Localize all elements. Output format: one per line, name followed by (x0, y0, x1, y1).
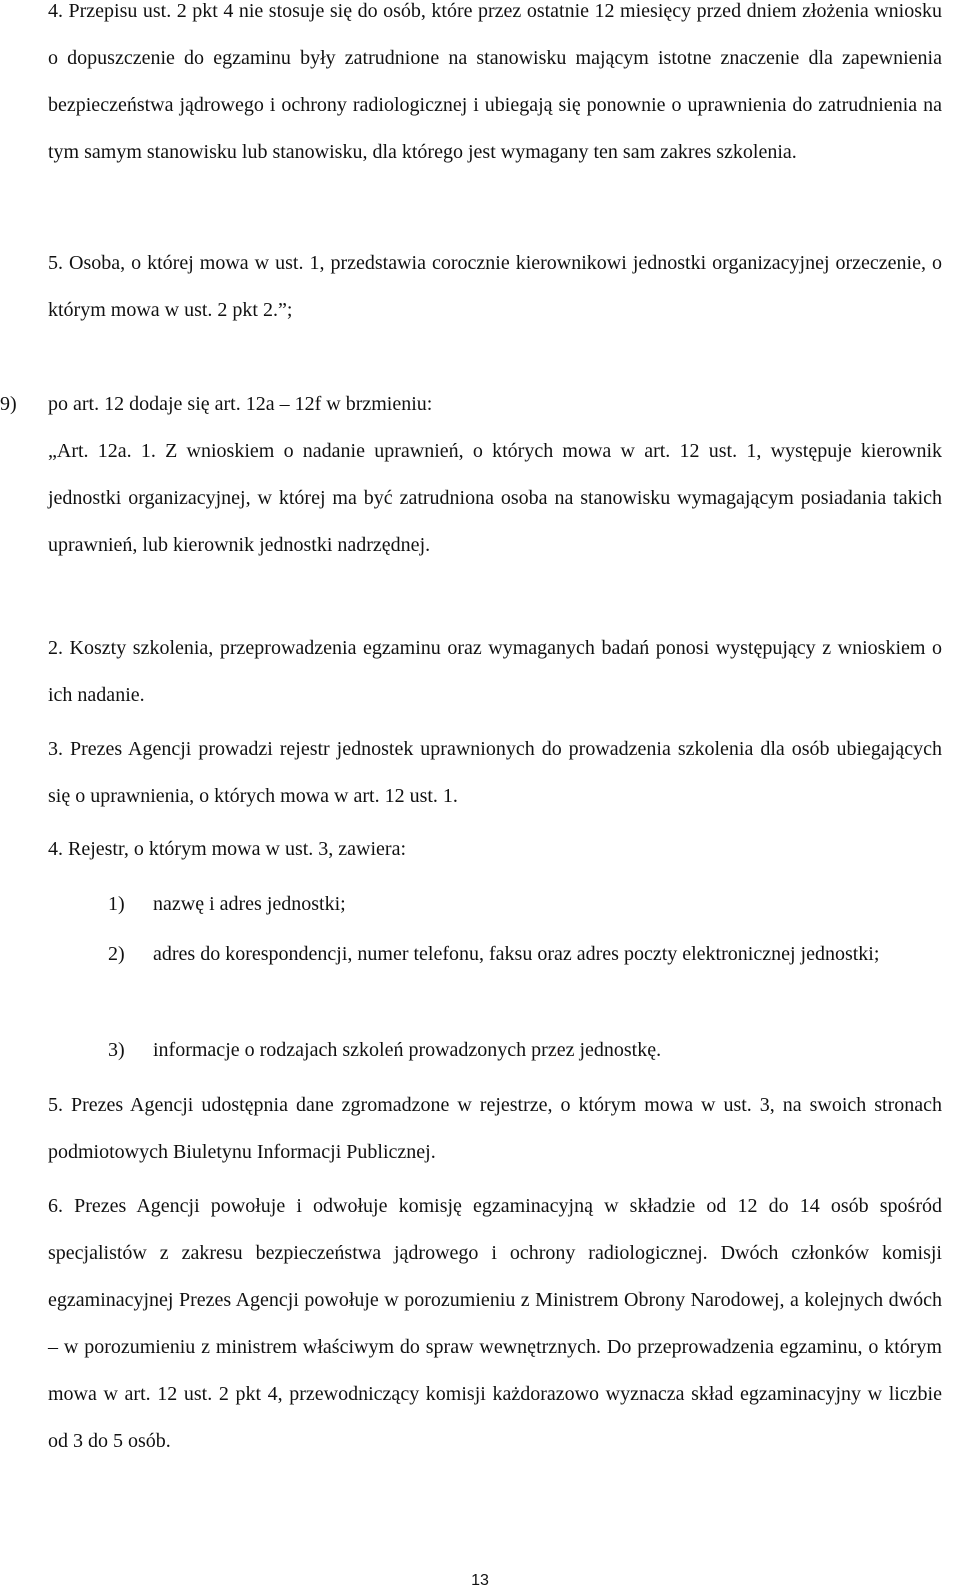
register-item (108, 931, 942, 1025)
point-9-text: po art. 12 dodaje się art. 12a – 12f w brzmieniu: (48, 393, 433, 415)
art-12a-section-2: 2. Koszty szkolenia, przeprowadzenia egzaminu oraz wymaganych badań ponosi występujący z wnioskiem o ich nadanie. (48, 637, 942, 706)
page-number: 13 (471, 1572, 489, 1589)
art-12a-section-1: „Art. 12a. 1. Z wnioskiem o nadanie uprawnień, o których mowa w art. 12 ust. 1, występuje kierownik jednostki organizacyjnej, w której ma być zatrudniona osoba na stanowisku wymagającym posiadania takich uprawnień, lub kierownik jednostki nadrzędnej. (48, 440, 942, 556)
register-item (108, 881, 942, 928)
register-item-text: adres do korespondencji, numer telefonu, faksu oraz adres poczty elektronicznej jednostki; (153, 943, 880, 965)
register-item-number: 1) (108, 893, 125, 915)
register-item-text: informacje o rodzajach szkoleń prowadzonych przez jednostkę. (153, 1039, 662, 1061)
art-12a-section-3: 3. Prezes Agencji prowadzi rejestr jednostek uprawnionych do prowadzenia szkolenia dla osób ubiegających się o uprawnienia, o których mowa w art. 12 ust. 1. (48, 738, 942, 807)
point-9-number: 9) (0, 393, 17, 415)
paragraph-5-annual-certificate: 5. Osoba, o której mowa w ust. 1, przedstawia corocznie kierownikowi jednostki organizacyjnej orzeczenie, o którym mowa w ust. 2 pkt 2.”; (48, 252, 942, 321)
register-item-number: 2) (108, 943, 125, 965)
art-12a-section-5: 5. Prezes Agencji udostępnia dane zgromadzone w rejestrze, o którym mowa w ust. 3, na swoich stronach podmiotowych Biuletynu Informacji Publicznej. (48, 1094, 942, 1163)
register-item (108, 1027, 942, 1074)
register-item-text: nazwę i adres jednostki; (153, 893, 346, 915)
art-12a-section-6: 6. Prezes Agencji powołuje i odwołuje komisję egzaminacyjną w składzie od 12 do 14 osób spośród specjalistów z zakresu bezpieczeństwa jądrowego i ochrony radiologicznej. Dwóch członków komisji egzaminacyjnej Prezes Agencji powołuje w porozumieniu z Ministrem Obrony Narodowej, a kolejnych dwóch – w porozumieniu z ministrem właściwym do spraw wewnętrznych. Do przeprowadzenia egzaminu, o którym mowa w art. 12 ust. 2 pkt 4, przewodniczący komisji każdorazowo wyznacza skład egzaminacyjny w liczbie od 3 do 5 osób. (48, 1195, 942, 1452)
point-9 (0, 381, 960, 428)
register-item-number: 3) (108, 1039, 125, 1061)
art-12a-section-4: 4. Rejestr, o którym mowa w ust. 3, zawiera: (48, 838, 407, 860)
paragraph-4-exemption: 4. Przepisu ust. 2 pkt 4 nie stosuje się do osób, które przez ostatnie 12 miesięcy przed dniem złożenia wniosku o dopuszczenie do egzaminu były zatrudnione na stanowisku mającym istotne znaczenie dla zapewnienia bezpieczeństwa jądrowego i ochrony radiologicznej i ubiegają się ponownie o uprawnienia do zatrudnienia na tym samym stanowisku lub stanowisku, dla którego jest wymagany ten sam zakres szkolenia. (48, 0, 942, 163)
